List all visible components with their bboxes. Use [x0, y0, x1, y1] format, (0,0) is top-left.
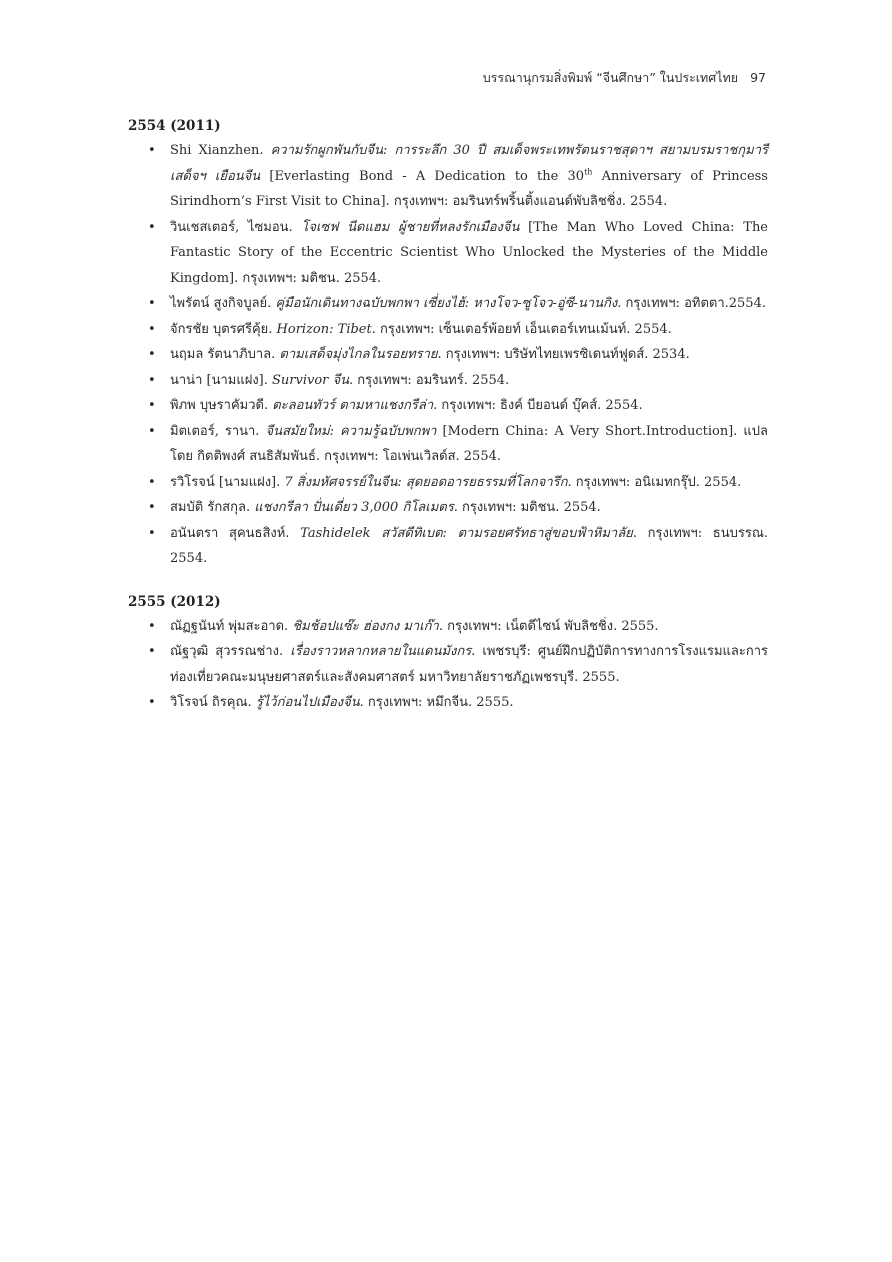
entry-details: . เพชรบุรี: ศูนย์ฝึกปฏิบัติการทางการโรงแรมและการท่องเที่ยวคณะมนุษยศาสตร์และสังคมศาสตร์ มหาวิทยาลัยราชภัฏเพชรบุรี. 2555.: [170, 644, 769, 685]
entry-details: . กรุงเทพฯ: ธนบรรณ. 2554.: [170, 525, 769, 566]
entry-title: ตะลอนทัวร์ ตามหาแชงกรีล่า: [272, 398, 434, 413]
section-heading: 2555 (2012): [128, 593, 221, 610]
page-number: 97: [750, 70, 766, 85]
bullet-icon: •: [148, 525, 156, 541]
entry-details: . กรุงเทพฯ: มติชน. 2554.: [453, 500, 601, 515]
entry-details: . กรุงเทพฯ: อทิตตา.2554.: [617, 296, 766, 311]
entry-author: อนันตรา สุคนธสิงห์.: [170, 525, 301, 541]
bibliography-entry: [128, 495, 768, 521]
bibliography-entry: [128, 690, 768, 716]
entry-title: ความรักผูกพันกับจีน: การระลึก 30 ปี สมเด็จพระเทพรัตนราชสุดาฯ สยามบรมราชกุมารีเสด็จฯ เยือนจีน: [170, 143, 769, 184]
entry-title: รู้ไว้ก่อนไปเมืองจีน: [255, 695, 360, 710]
entry-author: Shi Xianzhen.: [170, 143, 271, 158]
entry-author: วิโรจน์ ถิรคุณ.: [170, 695, 256, 710]
entry-author: นาน่า [นามแฝง].: [170, 372, 273, 388]
bibliography-entry: [128, 317, 768, 343]
entry-details: Anniversary of Princess Sirindhorn’s First Visit to China]. กรุงเทพฯ: อมรินทร์พริ้นติ้งแอนด์พับลิชชิ่ง. 2554.: [170, 168, 768, 209]
bullet-icon: •: [148, 474, 156, 490]
bibliography-entry: [128, 639, 768, 690]
bullet-icon: •: [148, 347, 156, 362]
entry-title: 7 สิ่งมหัศจรรย์ในจีน: สุดยอดอารยธรรมที่โลกจารึก: [284, 474, 568, 490]
bullet-icon: •: [148, 296, 156, 311]
entry-title: เรื่องราวหลากหลายในแดนมังกร: [290, 644, 472, 659]
bibliography-entry: [128, 368, 768, 394]
entry-title: คู่มือนักเดินทางฉบับพกพา เซี่ยงไฮ้: หางโจว-ซูโจว-อู่ซี-นานกิง: [275, 296, 618, 311]
entry-author: พิภพ บุษราคัมวดี.: [170, 398, 273, 413]
entry-author: ณัฏฐนันท์ พุ่มสะอาด.: [170, 618, 293, 634]
entry-author: จักรชัย บุตรศรีคุ้ย.: [170, 321, 277, 337]
entry-title: Survivor จีน: [272, 372, 350, 388]
bullet-icon: •: [148, 398, 156, 413]
entry-superscript: th: [584, 167, 593, 177]
entry-author: วินเชสเตอร์, ไซมอน.: [170, 219, 302, 235]
bullet-icon: •: [148, 618, 156, 634]
bibliography-entry: [128, 215, 768, 292]
bibliography-entry: [128, 291, 768, 317]
running-title: บรรณานุกรมสิ่งพิมพ์ “จีนศึกษา” ในประเทศไทย: [482, 70, 739, 85]
entry-title: โจเซฟ นีดแฮม ผู้ชายที่หลงรักเมืองจีน: [301, 219, 520, 235]
section-2555: [128, 594, 768, 716]
section-2554: [128, 118, 768, 572]
bullet-icon: •: [148, 143, 156, 158]
section-heading: 2554 (2011): [128, 118, 221, 134]
running-header: [483, 68, 766, 88]
entry-list: [128, 614, 768, 716]
entry-author: รวิโรจน์ [นามแฝง].: [170, 474, 285, 490]
entry-author: มิตเตอร์, รานา.: [170, 423, 266, 439]
entry-details: . กรุงเทพฯ: อมรินทร์. 2554.: [349, 372, 510, 388]
entry-title: Tashidelek สวัสดีทิเบต: ตามรอยศรัทธาสู่ขอบฟ้าหิมาลัย: [300, 525, 633, 541]
bibliography-entry: [128, 138, 768, 215]
bullet-icon: •: [148, 372, 156, 388]
bibliography-entry: [128, 342, 768, 368]
entry-title: ตามเสด็จมุ่งไกลในรอยทราย: [279, 347, 438, 362]
bullet-icon: •: [148, 644, 156, 659]
entry-list: [128, 138, 768, 572]
entry-details: . กรุงเทพฯ: เซ็นเตอร์พ้อยท์ เอ็นเตอร์เทนเม้นท์. 2554.: [371, 321, 672, 337]
entry-details: . กรุงเทพฯ: ธิงค์ บียอนด์ บุ๊คส์. 2554.: [433, 398, 643, 413]
bibliography-entry: [128, 614, 768, 640]
bibliography-entry: [128, 470, 768, 496]
entry-author: ณัฐวุฒิ สุวรรณช่าง.: [170, 644, 291, 659]
entry-details: . กรุงเทพฯ: เน็ตดีไซน์ พับลิชชิ่ง. 2555.: [438, 618, 659, 634]
bullet-icon: •: [148, 321, 156, 337]
entry-details: [Everlasting Bond - A Dedication to the 30: [260, 168, 585, 184]
entry-title: ชิมช้อปแซ๊ะ ฮ่องกง มาเก๊า: [292, 618, 439, 634]
bullet-icon: •: [148, 219, 156, 235]
entry-details: [The Man Who Loved China: The Fantastic Story of the Eccentric Scientist Who Unlocked the Mysteries of the Middle Kingdom]. กรุงเทพฯ: มติชน. 2554.: [170, 219, 769, 286]
bibliography-entry: [128, 521, 768, 572]
entry-title: Horizon: Tibet: [276, 321, 372, 337]
bullet-icon: •: [148, 695, 156, 710]
entry-author: นฤมล รัตนาภิบาล.: [170, 347, 280, 362]
entry-details: . กรุงเทพฯ: หมึกจีน. 2555.: [359, 695, 514, 710]
entry-title: จีนสมัยใหม่: ความรู้ฉบับพกพา: [265, 423, 437, 439]
entry-title: แชงกรีลา ปั่นเดี่ยว 3,000 กิโลเมตร: [254, 500, 454, 515]
entry-author: สมบัติ รักสกุล.: [170, 500, 255, 515]
bullet-icon: •: [148, 423, 156, 439]
entry-details: [Modern China: A Very Short.Introduction]. แปลโดย กิตติพงศ์ สนธิสัมพันธ์. กรุงเทพฯ: โอเพ่นเวิลด์ส. 2554.: [170, 423, 769, 464]
entry-details: . กรุงเทพฯ: บริษัทไทยเพรซิเดนท์ฟูดส์. 2534.: [437, 347, 690, 362]
bibliography-entry: [128, 419, 768, 470]
bibliography-content: [128, 118, 768, 738]
entry-author: ไพรัตน์ สูงกิจบูลย์.: [170, 296, 276, 311]
bullet-icon: •: [148, 500, 156, 515]
entry-details: . กรุงเทพฯ: อนิเมทกรุ๊ป. 2554.: [567, 474, 742, 490]
bibliography-entry: [128, 393, 768, 419]
